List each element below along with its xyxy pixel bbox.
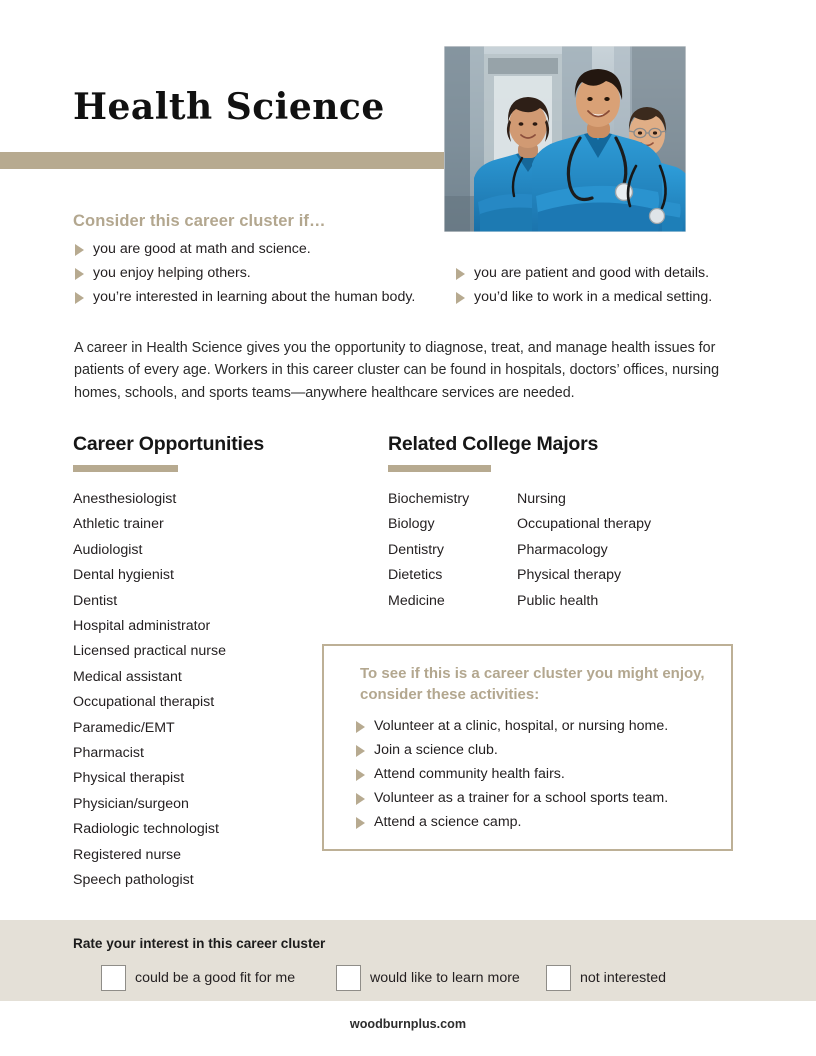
majors-column-two: [517, 487, 651, 614]
rating-option-label: would like to learn more: [370, 970, 520, 986]
careers-list: [73, 487, 226, 894]
triangle-bullet-icon: [356, 721, 365, 733]
checkbox-good-fit[interactable]: [101, 965, 126, 991]
triangle-bullet-icon: [75, 292, 84, 304]
consider-item: [456, 289, 712, 306]
site-footer-url: woodburnplus.com: [349, 1017, 467, 1031]
list-item: Dietetics: [388, 567, 443, 584]
consider-item: [75, 241, 311, 258]
rating-option-good-fit[interactable]: [101, 965, 295, 991]
rating-option-label: could be a good fit for me: [135, 970, 296, 986]
triangle-bullet-icon: [356, 769, 365, 781]
list-item: Licensed practical nurse: [73, 643, 226, 660]
activity-item-label: Attend community health fairs.: [374, 766, 565, 782]
consider-item: [456, 265, 709, 282]
list-item: Radiologic technologist: [73, 821, 219, 838]
list-item: Occupational therapist: [73, 694, 215, 711]
consider-item-label: you are patient and good with details.: [474, 265, 710, 281]
list-item: Nursing: [517, 491, 566, 507]
triangle-bullet-icon: [75, 268, 84, 280]
list-item: Dentistry: [388, 541, 444, 558]
list-item: Biochemistry: [388, 491, 470, 507]
consider-heading: Consider this career cluster if…: [73, 212, 326, 230]
consider-item: [75, 289, 415, 306]
list-item: Hospital administrator: [73, 618, 211, 635]
consider-item-label: you are good at math and science.: [93, 241, 311, 257]
checkbox-not-interested[interactable]: [546, 965, 571, 991]
list-item: Paramedic/EMT: [73, 719, 175, 736]
activity-item: [356, 766, 668, 790]
activity-item-label: Volunteer as a trainer for a school sports team.: [374, 790, 669, 806]
list-item: Biology: [388, 516, 435, 533]
rating-option-label: not interested: [580, 970, 666, 986]
rating-option-not-interested[interactable]: [546, 965, 666, 991]
activity-item: [356, 718, 668, 742]
consider-item-label: you’d like to work in a medical setting.: [474, 289, 713, 305]
consider-item-label: you’re interested in learning about the human body.: [93, 289, 416, 305]
consider-item-label: you enjoy helping others.: [93, 265, 251, 281]
rating-option-learn-more[interactable]: [336, 965, 520, 991]
healthcare-team-photo: [444, 46, 686, 232]
activities-title: To see if this is a career cluster you might enjoy, consider these activities:: [360, 665, 705, 703]
list-item: Pharmacology: [517, 541, 608, 558]
activity-item-label: Volunteer at a clinic, hospital, or nursing home.: [374, 718, 669, 734]
list-item: Physical therapist: [73, 770, 185, 787]
activity-item: [356, 742, 668, 766]
consider-item: [75, 265, 251, 282]
checkbox-learn-more[interactable]: [336, 965, 361, 991]
title-accent-bar: [0, 152, 444, 169]
list-item: Athletic trainer: [73, 516, 164, 533]
list-item: Physical therapy: [517, 567, 622, 584]
list-item: Dentist: [73, 592, 118, 609]
list-item: Dental hygienist: [73, 567, 174, 584]
careers-heading: Career Opportunities: [73, 433, 265, 455]
list-item: Registered nurse: [73, 846, 182, 863]
list-item: Speech pathologist: [73, 872, 194, 889]
activity-item: [356, 790, 668, 814]
list-item: Medicine: [388, 592, 445, 609]
list-item: Occupational therapy: [517, 516, 652, 533]
triangle-bullet-icon: [356, 745, 365, 757]
majors-heading-rule: [388, 465, 491, 472]
list-item: Anesthesiologist: [73, 491, 177, 507]
activity-item-label: Join a science club.: [374, 742, 498, 758]
list-item: Public health: [517, 592, 599, 609]
triangle-bullet-icon: [456, 292, 465, 304]
rating-label: Rate your interest in this career cluster: [73, 936, 326, 951]
page-title: Health Science: [73, 86, 385, 128]
triangle-bullet-icon: [456, 268, 465, 280]
list-item: Pharmacist: [73, 745, 144, 762]
activity-item: [356, 814, 668, 838]
list-item: Medical assistant: [73, 668, 182, 685]
triangle-bullet-icon: [356, 817, 365, 829]
activities-list: [356, 718, 668, 838]
intro-paragraph: A career in Health Science gives you the opportunity to diagnose, treat, and manage health issues for patients of every age. Workers in this career cluster can be found in hospitals, doctors’ offices, nursing homes, schools, and sports teams—anywhere healthcare services are needed.: [74, 340, 720, 401]
activity-item-label: Attend a science camp.: [374, 814, 522, 830]
list-item: Physician/surgeon: [73, 795, 189, 812]
triangle-bullet-icon: [75, 244, 84, 256]
careers-heading-rule: [73, 465, 178, 472]
majors-heading: Related College Majors: [388, 433, 599, 455]
hero-photo: [444, 46, 686, 232]
list-item: Audiologist: [73, 541, 143, 558]
majors-column-one: [388, 487, 469, 614]
triangle-bullet-icon: [356, 793, 365, 805]
